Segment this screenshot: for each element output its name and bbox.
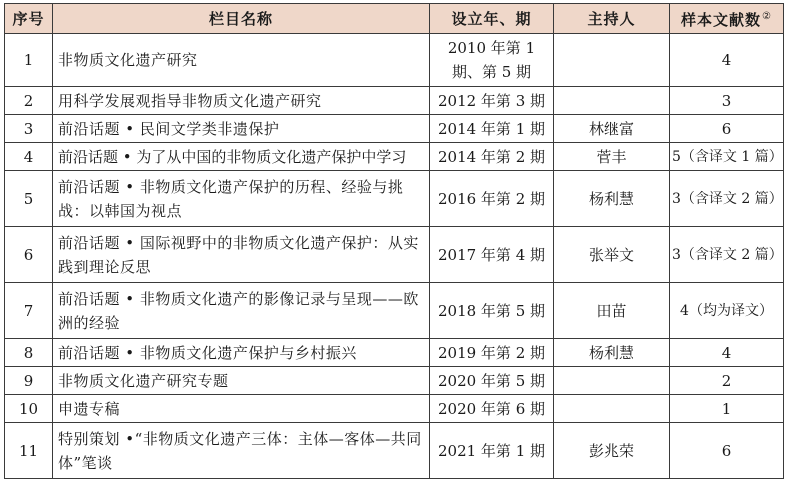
cell-count: 3（含译文 2 篇）	[670, 171, 784, 227]
cell-count: 6	[670, 115, 784, 143]
cell-count: 4（均为译文）	[670, 283, 784, 339]
cell-name: 前沿话题 • 非物质文化遗产的影像记录与呈现——欧洲的经验	[53, 283, 430, 339]
cell-no: 4	[5, 143, 53, 171]
cell-name: 前沿话题 • 非物质文化遗产保护与乡村振兴	[53, 339, 430, 367]
cell-host: 林继富	[554, 115, 670, 143]
column-table	[4, 3, 784, 479]
cell-host: 杨利慧	[554, 171, 670, 227]
cell-no: 11	[5, 423, 53, 479]
table-row	[5, 34, 784, 87]
cell-no: 3	[5, 115, 53, 143]
cell-host	[554, 367, 670, 395]
cell-count: 1	[670, 395, 784, 423]
header-name: 栏目名称	[53, 4, 430, 34]
cell-name: 特别策划 •“非物质文化遗产三体：主体—客体—共同体”笔谈	[53, 423, 430, 479]
cell-name: 非物质文化遗产研究专题	[53, 367, 430, 395]
header-period: 设立年、期	[430, 4, 554, 34]
cell-period: 2019 年第 2 期	[430, 339, 554, 367]
header-count	[670, 4, 784, 34]
cell-host: 张举文	[554, 227, 670, 283]
cell-host: 杨利慧	[554, 339, 670, 367]
cell-host	[554, 34, 670, 87]
cell-period: 2016 年第 2 期	[430, 171, 554, 227]
cell-count: 6	[670, 423, 784, 479]
cell-count: 2	[670, 367, 784, 395]
table-row	[5, 115, 784, 143]
table-row	[5, 339, 784, 367]
cell-name: 申遗专稿	[53, 395, 430, 423]
header-count-label: 样本文献数	[681, 11, 762, 29]
cell-name: 用科学发展观指导非物质文化遗产研究	[53, 87, 430, 115]
cell-period: 2020 年第 6 期	[430, 395, 554, 423]
cell-period: 2010 年第 1 期、第 5 期	[430, 34, 554, 87]
table-row	[5, 367, 784, 395]
cell-host: 田苗	[554, 283, 670, 339]
cell-name: 非物质文化遗产研究	[53, 34, 430, 87]
cell-name: 前沿话题 • 非物质文化遗产保护的历程、经验与挑战：以韩国为视点	[53, 171, 430, 227]
cell-no: 9	[5, 367, 53, 395]
cell-period: 2020 年第 5 期	[430, 367, 554, 395]
cell-no: 5	[5, 171, 53, 227]
cell-count: 5（含译文 1 篇）	[670, 143, 784, 171]
table-row	[5, 143, 784, 171]
table-row	[5, 395, 784, 423]
cell-count: 3	[670, 87, 784, 115]
cell-host	[554, 395, 670, 423]
cell-period: 2021 年第 1 期	[430, 423, 554, 479]
cell-no: 1	[5, 34, 53, 87]
cell-period: 2014 年第 1 期	[430, 115, 554, 143]
cell-host: 彭兆荣	[554, 423, 670, 479]
cell-name: 前沿话题 • 为了从中国的非物质文化遗产保护中学习	[53, 143, 430, 171]
cell-name: 前沿话题 • 国际视野中的非物质文化遗产保护：从实践到理论反思	[53, 227, 430, 283]
table-row	[5, 283, 784, 339]
cell-host: 菅丰	[554, 143, 670, 171]
table-row	[5, 227, 784, 283]
cell-no: 6	[5, 227, 53, 283]
cell-no: 10	[5, 395, 53, 423]
cell-period: 2012 年第 3 期	[430, 87, 554, 115]
cell-no: 7	[5, 283, 53, 339]
header-host: 主持人	[554, 4, 670, 34]
table-row	[5, 423, 784, 479]
cell-no: 8	[5, 339, 53, 367]
cell-count: 3（含译文 2 篇）	[670, 227, 784, 283]
cell-period: 2014 年第 2 期	[430, 143, 554, 171]
cell-name: 前沿话题 • 民间文学类非遗保护	[53, 115, 430, 143]
table-row	[5, 87, 784, 115]
footnote-marker: ②	[762, 11, 772, 22]
cell-host	[554, 87, 670, 115]
cell-no: 2	[5, 87, 53, 115]
cell-period: 2018 年第 5 期	[430, 283, 554, 339]
header-row	[5, 4, 784, 34]
cell-count: 4	[670, 339, 784, 367]
cell-period: 2017 年第 4 期	[430, 227, 554, 283]
table-row	[5, 171, 784, 227]
cell-count: 4	[670, 34, 784, 87]
header-no: 序号	[5, 4, 53, 34]
